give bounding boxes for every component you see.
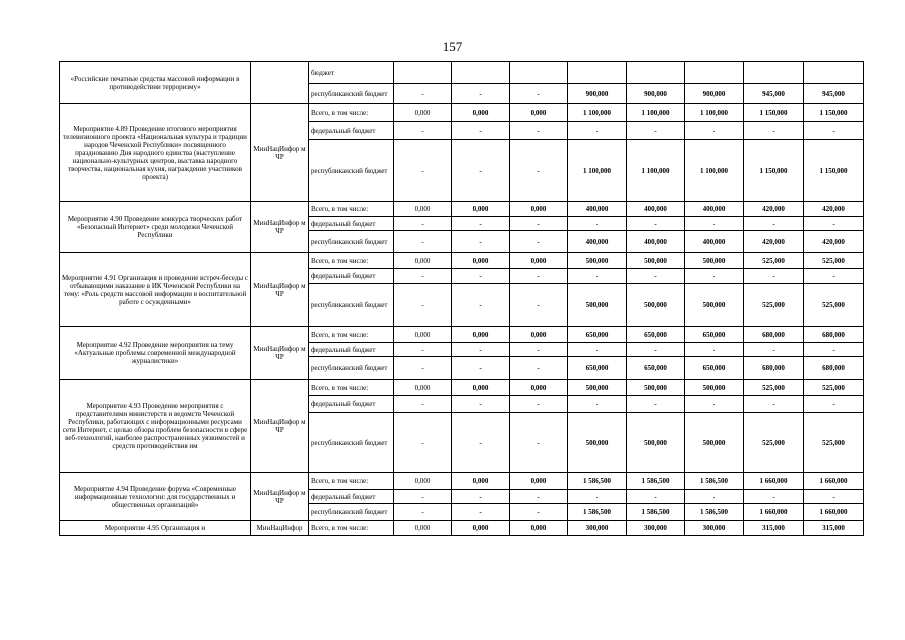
amount-cell: 400,000 [685,231,744,253]
amount-cell [804,62,864,84]
funding-source-cell: Всего, в том числе: [309,473,394,490]
table-row [60,521,864,536]
funding-source-cell: республиканский бюджет [309,413,394,473]
funding-source-cell: бюджет [309,62,394,84]
amount-cell: 650,000 [627,357,685,380]
amount-cell: 1 100,000 [685,140,744,202]
event-name-cell: Мероприятие 4.90 Проведение конкурса творческих работ «Безопасный Интернет» среди молодежи Чеченской Республики [60,202,251,253]
amount-cell: - [452,504,510,521]
funding-source-cell: республиканский бюджет [309,140,394,202]
amount-cell: - [804,396,864,413]
executor-cell: МинНацИнфор м ЧР [251,473,309,521]
amount-cell: 420,000 [804,231,864,253]
amount-cell: - [510,217,568,231]
amount-cell: 0,000 [510,473,568,490]
amount-cell: - [627,396,685,413]
amount-cell: 680,000 [804,327,864,343]
amount-cell: - [510,284,568,327]
amount-cell: 0,000 [394,202,452,217]
amount-cell: 525,000 [744,413,804,473]
amount-cell: - [568,122,627,140]
amount-cell: - [394,357,452,380]
amount-cell: 650,000 [568,357,627,380]
amount-cell [568,62,627,84]
amount-cell: 1 586,500 [685,504,744,521]
amount-cell: 1 100,000 [568,104,627,122]
amount-cell: - [452,231,510,253]
executor-cell: МинНацИнфор м ЧР [251,253,309,327]
amount-cell: 900,000 [568,84,627,104]
amount-cell: - [744,343,804,357]
amount-cell: - [627,122,685,140]
funding-source-cell: федеральный бюджет [309,217,394,231]
amount-cell: - [685,217,744,231]
amount-cell: - [510,357,568,380]
amount-cell: - [685,122,744,140]
amount-cell: - [627,490,685,504]
amount-cell: 1 660,000 [804,473,864,490]
amount-cell: - [510,122,568,140]
amount-cell: 1 586,500 [685,473,744,490]
amount-cell: 525,000 [804,380,864,396]
amount-cell: - [744,396,804,413]
amount-cell: - [394,396,452,413]
funding-source-cell: республиканский бюджет [309,504,394,521]
amount-cell: 525,000 [804,253,864,269]
funding-source-cell: федеральный бюджет [309,490,394,504]
table-row [60,473,864,490]
amount-cell: 300,000 [627,521,685,536]
table-row [60,104,864,122]
amount-cell: - [394,140,452,202]
amount-cell: - [744,122,804,140]
amount-cell: - [452,140,510,202]
amount-cell: 0,000 [394,473,452,490]
amount-cell: 315,000 [804,521,864,536]
funding-source-cell: республиканский бюджет [309,284,394,327]
funding-source-cell: республиканский бюджет [309,357,394,380]
amount-cell: - [394,231,452,253]
amount-cell: 0,000 [452,253,510,269]
amount-cell: - [452,413,510,473]
amount-cell: - [394,217,452,231]
funding-source-cell: федеральный бюджет [309,343,394,357]
amount-cell: 315,000 [744,521,804,536]
amount-cell: - [685,490,744,504]
event-name-cell: Мероприятие 4.94 Проведение форума «Современные информационные технологии: для государственных и общественных организаций» [60,473,251,521]
amount-cell: 1 586,500 [627,473,685,490]
amount-cell: - [568,490,627,504]
funding-source-cell: Всего, в том числе: [309,202,394,217]
amount-cell: - [627,343,685,357]
amount-cell: - [394,84,452,104]
amount-cell: - [510,269,568,284]
amount-cell: 945,000 [804,84,864,104]
amount-cell: - [568,269,627,284]
executor-cell: МинНацИнфор м ЧР [251,327,309,380]
amount-cell: 0,000 [452,473,510,490]
executor-cell: МинНацИнфор м ЧР [251,104,309,202]
amount-cell: 0,000 [394,104,452,122]
amount-cell: - [510,490,568,504]
page-number: 157 [442,39,463,54]
amount-cell: 0,000 [452,380,510,396]
amount-cell: 945,000 [744,84,804,104]
amount-cell: 500,000 [685,380,744,396]
amount-cell: - [452,343,510,357]
amount-cell [744,62,804,84]
amount-cell: - [568,217,627,231]
amount-cell: - [452,490,510,504]
funding-source-cell: республиканский бюджет [309,84,394,104]
amount-cell: - [744,217,804,231]
amount-cell: 0,000 [510,202,568,217]
amount-cell: 420,000 [804,202,864,217]
amount-cell: - [452,396,510,413]
amount-cell: 500,000 [568,413,627,473]
amount-cell: - [452,284,510,327]
amount-cell: - [804,122,864,140]
amount-cell: - [804,269,864,284]
amount-cell: - [510,396,568,413]
amount-cell [452,62,510,84]
amount-cell [510,62,568,84]
amount-cell: - [744,269,804,284]
table-row [60,202,864,217]
funding-source-cell: Всего, в том числе: [309,253,394,269]
amount-cell: - [568,396,627,413]
amount-cell: 1 586,500 [568,504,627,521]
amount-cell: 0,000 [394,327,452,343]
funding-source-cell: федеральный бюджет [309,122,394,140]
amount-cell: - [394,343,452,357]
amount-cell: 0,000 [510,104,568,122]
amount-cell: - [510,343,568,357]
amount-cell: 1 660,000 [744,504,804,521]
amount-cell: - [804,217,864,231]
amount-cell: 680,000 [804,357,864,380]
amount-cell: 680,000 [744,327,804,343]
amount-cell: 650,000 [568,327,627,343]
amount-cell: 500,000 [627,413,685,473]
table-row [60,253,864,269]
amount-cell: - [685,343,744,357]
amount-cell: 400,000 [627,202,685,217]
amount-cell: 680,000 [744,357,804,380]
amount-cell: - [685,396,744,413]
amount-cell: 1 660,000 [804,504,864,521]
amount-cell: 1 100,000 [627,140,685,202]
event-name-cell: Мероприятие 4.95 Организация и [60,521,251,536]
amount-cell: - [804,490,864,504]
amount-cell: - [627,217,685,231]
amount-cell: 500,000 [685,284,744,327]
amount-cell: 900,000 [685,84,744,104]
amount-cell: 1 660,000 [744,473,804,490]
amount-cell: 420,000 [744,202,804,217]
amount-cell: 500,000 [685,253,744,269]
amount-cell: 0,000 [452,521,510,536]
amount-cell: - [394,504,452,521]
table-row [60,380,864,396]
amount-cell: - [394,490,452,504]
amount-cell: - [394,269,452,284]
amount-cell: 0,000 [510,521,568,536]
amount-cell: - [568,343,627,357]
event-name-cell: Мероприятие 4.91 Организация и проведение встреч-беседы с отбывающими наказание в ИК Чеченской Республики на тему: «Роль средств массовой информации в воспитательной работе с осужденными» [60,253,251,327]
funding-source-cell: федеральный бюджет [309,269,394,284]
amount-cell [394,62,452,84]
amount-cell: - [452,122,510,140]
amount-cell: 525,000 [804,413,864,473]
amount-cell: 0,000 [452,202,510,217]
amount-cell: 1 100,000 [568,140,627,202]
amount-cell: 500,000 [568,253,627,269]
amount-cell [685,62,744,84]
funding-source-cell: Всего, в том числе: [309,104,394,122]
executor-cell: МинНацИнфор м ЧР [251,380,309,473]
amount-cell: 1 586,500 [627,504,685,521]
amount-cell: - [804,343,864,357]
amount-cell: - [627,269,685,284]
amount-cell: - [452,269,510,284]
funding-source-cell: Всего, в том числе: [309,521,394,536]
table-row [60,62,864,84]
amount-cell: 0,000 [510,327,568,343]
amount-cell: 525,000 [744,253,804,269]
amount-cell: 400,000 [568,231,627,253]
amount-cell: 650,000 [685,357,744,380]
amount-cell: 0,000 [452,327,510,343]
amount-cell: 1 150,000 [744,104,804,122]
funding-source-cell: Всего, в том числе: [309,380,394,396]
amount-cell: 525,000 [744,284,804,327]
amount-cell: 400,000 [568,202,627,217]
amount-cell: 500,000 [627,253,685,269]
amount-cell: - [452,217,510,231]
amount-cell: 0,000 [510,253,568,269]
amount-cell: 650,000 [627,327,685,343]
amount-cell: - [510,413,568,473]
amount-cell: 525,000 [744,380,804,396]
amount-cell: 0,000 [394,253,452,269]
funding-source-cell: республиканский бюджет [309,231,394,253]
amount-cell: 300,000 [568,521,627,536]
amount-cell: 500,000 [627,284,685,327]
amount-cell: - [452,84,510,104]
amount-cell: 400,000 [685,202,744,217]
amount-cell: 650,000 [685,327,744,343]
amount-cell: 0,000 [452,104,510,122]
event-name-cell: Мероприятие 4.89 Проведение итогового мероприятия телевизионного проекта «Национальная культура и традиции народов Чеченской Республики» посвященного празднованию Дня народного единства (выступление национально-культурных центров, выставка народного творчества, национальная кухня, награждение участников проекта) [60,104,251,202]
amount-cell: 1 150,000 [804,140,864,202]
executor-cell [251,62,309,104]
amount-cell: 1 150,000 [804,104,864,122]
executor-cell: МинНацИнфор [251,521,309,536]
executor-cell: МинНацИнфор м ЧР [251,202,309,253]
amount-cell: 420,000 [744,231,804,253]
amount-cell [627,62,685,84]
amount-cell: - [394,122,452,140]
amount-cell: 0,000 [394,521,452,536]
amount-cell: 500,000 [568,380,627,396]
amount-cell: 1 150,000 [744,140,804,202]
amount-cell: - [510,140,568,202]
table-row [60,327,864,343]
amount-cell: 500,000 [568,284,627,327]
funding-source-cell: федеральный бюджет [309,396,394,413]
amount-cell: 1 586,500 [568,473,627,490]
amount-cell: 300,000 [685,521,744,536]
amount-cell: 900,000 [627,84,685,104]
amount-cell: - [452,357,510,380]
amount-cell: 500,000 [685,413,744,473]
event-name-cell: Мероприятие 4.92 Проведение мероприятия на тему «Актуальные проблемы современной международной журналистики» [60,327,251,380]
amount-cell: - [685,269,744,284]
amount-cell: 0,000 [394,380,452,396]
funding-source-cell: Всего, в том числе: [309,327,394,343]
event-name-cell: «Российские печатные средства массовой информации в противодействии терроризму» [60,62,251,104]
amount-cell: 1 100,000 [627,104,685,122]
amount-cell: 525,000 [804,284,864,327]
amount-cell: - [394,284,452,327]
amount-cell: - [510,504,568,521]
amount-cell: 1 100,000 [685,104,744,122]
budget-table [59,61,864,536]
amount-cell: 400,000 [627,231,685,253]
event-name-cell: Мероприятие 4.93 Проведение мероприятия с представителями министерств и ведомств Чеченской Республики, работающих с информационными ресурсами сети Интернет, с целью обзора проблем безопасности в сфере веб-технологий, наиболее распространенных уязвимостей и средств противодействия им [60,380,251,473]
amount-cell: - [510,84,568,104]
amount-cell: 0,000 [510,380,568,396]
amount-cell: - [744,490,804,504]
amount-cell: 500,000 [627,380,685,396]
amount-cell: - [510,231,568,253]
amount-cell: - [394,413,452,473]
